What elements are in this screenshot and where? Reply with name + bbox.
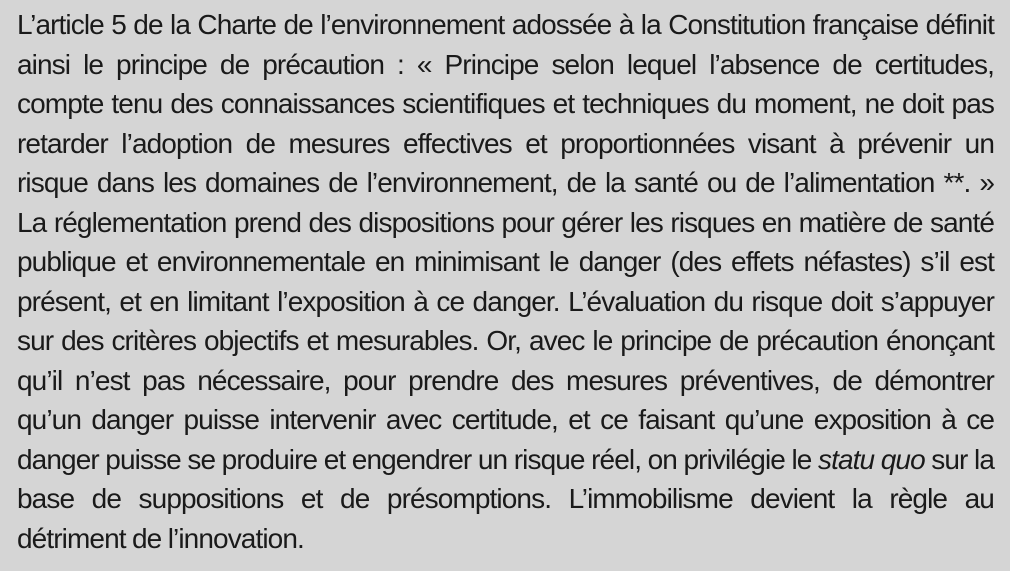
body-paragraph [17, 5, 994, 558]
paragraph-text-part2: sur la base de suppositions et de présomptions. L’immobilisme devient la règle au détriment de l’innovation. [17, 443, 994, 554]
paragraph-text-part1: L’article 5 de la Charte de l’environnement adossée à la Constitution française définit ainsi le principe de précaution : « Principe selon lequel l’absence de certitudes, compte tenu des connaissances scientifiques et techniques du moment, ne doit pas retarder l’adoption de mesures effectives et proportionnées visant à prévenir un risque dans les domaines de l’environnement, de la santé ou de l’alimentation **. » La réglementation prend des dispositions pour gérer les risques en matière de santé publique et environnementale en minimisant le danger (des effets néfastes) s’il est présent, et en limitant l’exposition à ce danger. L’évaluation du risque doit s’appuyer sur des critères objectifs et mesurables. Or, avec le principe de précaution énonçant qu’il n’est pas nécessaire, pour prendre des mesures préventives, de démontrer qu’un danger puisse intervenir avec certitude, et ce faisant qu’une exposition à ce danger puisse se produire et engendrer un risque réel, on privilégie le [17, 9, 994, 475]
paragraph-italic-term: statu quo [818, 443, 925, 475]
